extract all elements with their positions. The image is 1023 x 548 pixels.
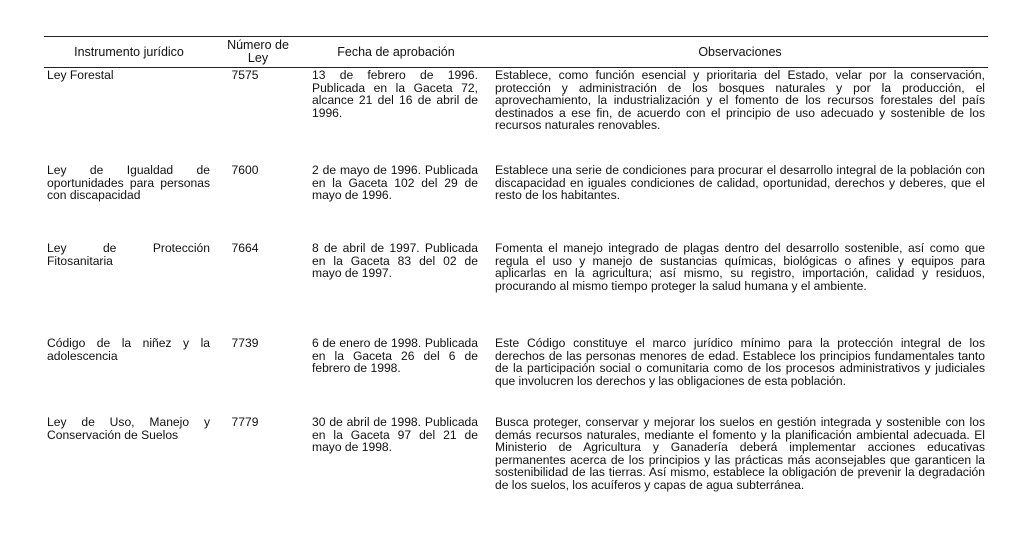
row-5-instrumento: Ley de Uso, Manejo y Conservación de Suelos: [47, 415, 210, 442]
row-4-numero: 7739: [231, 336, 259, 350]
row-1-fecha: 13 de febrero de 1996. Publicada en la Gaceta 72, alcance 21 del 16 de abril de 1996.: [312, 68, 478, 120]
row-3-observaciones: Fomenta el manejo integrado de plagas dentro del desarrollo sostenible, así como que regula el uso y manejo de sustancias químicas, biológicas o afines y equipos para aplicarlas en la agricultura; así mismo, su registro, importación, calidad y residuos, procurando al mismo tiempo proteger la salud humana y el ambiente.: [495, 241, 985, 293]
header-fecha: Fecha de aprobación: [337, 45, 455, 59]
row-1-observaciones: Establece, como función esencial y prioritaria del Estado, velar por la conservación, protección y administración de los bosques naturales y por la producción, el aprovechamiento, la industrialización y el fomento de los recursos forestales del país destinados a ese fin, de acuerdo con el principio de uso adecuado y sostenible de los recursos naturales renovables.: [495, 68, 985, 133]
row-5-numero: 7779: [231, 415, 259, 429]
row-4-instrumento: Código de la niñez y la adolescencia: [47, 336, 210, 363]
row-2-fecha: 2 de mayo de 1996. Publicada en la Gaceta 102 del 29 de mayo de 1996.: [312, 163, 478, 203]
row-1-instrumento: Ley Forestal: [47, 68, 114, 82]
header-observaciones: Observaciones: [698, 45, 782, 59]
header-numero: Número de Ley: [227, 38, 289, 65]
row-3-instrumento: Ley de Protección Fitosanitaria: [47, 241, 210, 268]
row-5-fecha: 30 de abril de 1998. Publicada en la Gaceta 97 del 21 de mayo de 1998.: [312, 415, 478, 455]
row-2-numero: 7600: [231, 163, 259, 177]
row-2-instrumento: Ley de Igualdad de oportunidades para personas con discapacidad: [47, 163, 210, 203]
row-4-observaciones: Este Código constituye el marco jurídico mínimo para la protección integral de los derechos de las personas menores de edad. Establece los principios fundamentales tanto de la participación social o comunitaria como de los procesos administrativos y judiciales que involucren los derechos y las obligaciones de esta población.: [495, 336, 985, 388]
row-3-numero: 7664: [231, 241, 259, 255]
row-2-observaciones: Establece una serie de condiciones para procurar el desarrollo integral de la población con discapacidad en iguales condiciones de calidad, oportunidad, derechos y deberes, que el resto de los habitantes.: [495, 163, 985, 203]
row-3-fecha: 8 de abril de 1997. Publicada en la Gaceta 83 del 02 de mayo de 1997.: [312, 241, 478, 281]
row-5-observaciones: Busca proteger, conservar y mejorar los suelos en gestión integrada y sostenible con los demás recursos naturales, mediante el fomento y la planificación ambiental adecuada. El Ministerio de Agricultura y Ganadería deberá implementar acciones educativas permanentes acerca de los principios y las prácticas más aconsejables que garanticen la sostenibilidad de las tierras. Así mismo, establece la obligación de prevenir la degradación de los suelos, los acuíferos y capas de agua subterránea.: [495, 415, 985, 492]
header-instrumento: Instrumento jurídico: [74, 45, 184, 59]
row-4-fecha: 6 de enero de 1998. Publicada en la Gaceta 26 del 6 de febrero de 1998.: [312, 336, 478, 376]
table-top-rule: [44, 36, 988, 37]
row-1-numero: 7575: [231, 68, 259, 82]
